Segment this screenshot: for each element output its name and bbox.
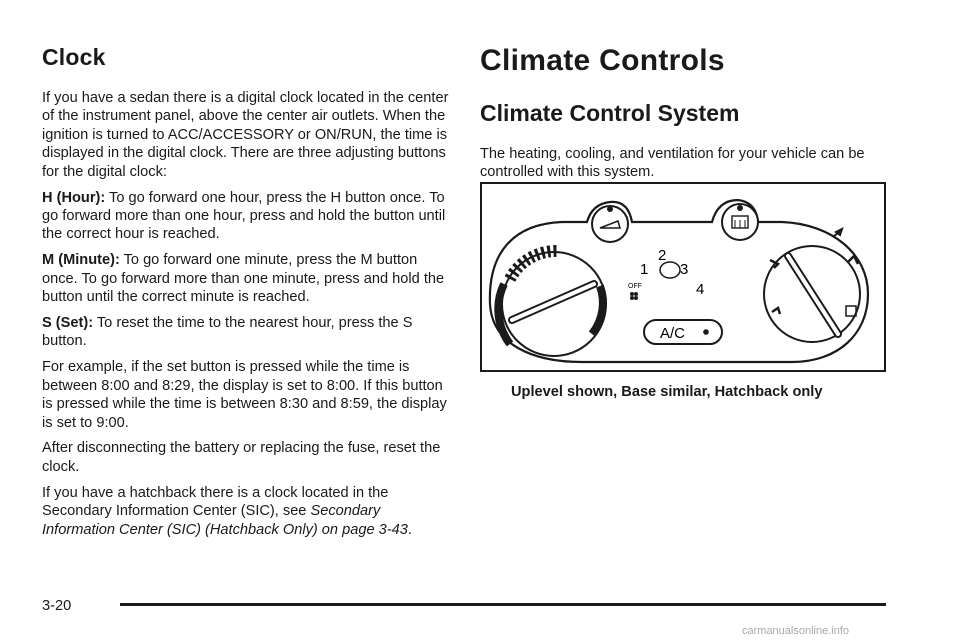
climate-intro: The heating, cooling, and ventilation for your vehicle can be controlled with this system. [480, 146, 865, 181]
climate-panel-illustration [482, 184, 884, 370]
ac-button-label: A/C [660, 325, 686, 342]
set-text: To reset the time to the nearest hour, press the S button. [42, 314, 413, 350]
fan-speed-knob [660, 262, 680, 278]
fan-speed-4-label: 4 [696, 281, 705, 298]
clock-intro: If you have a sedan there is a digital clock located in the center of the instrument panel, above the center air outlets. When the ignition is turned to ACC/ACCESSORY or ON/RUN, the time is displayed in the digital clock. There are three adjusting buttons for the digital clock: [42, 90, 449, 180]
watermark: carmanualsonline.info [742, 625, 850, 637]
set-term: S (Set): [42, 314, 94, 331]
recirculation-indicator [607, 206, 613, 212]
clock-heading: Clock [42, 44, 106, 70]
minute-text: To go forward one minute, press the M button once. To go forward more than one minute, press and hold the button until the correct minute is reached. [42, 252, 445, 306]
rear-defrost-button[interactable] [722, 204, 758, 240]
sic-cross-reference-link[interactable]: Secondary Information Center (SIC) (Hatchback Only) on page 3-43 [42, 503, 408, 538]
hour-text: To go forward one hour, press the H button once. To go forward more than one hour, press and hold the button until the correct hour is reached. [42, 189, 446, 243]
recirculation-button[interactable] [592, 206, 628, 242]
hour-paragraph [42, 189, 452, 244]
vent-mode-icon [834, 229, 842, 236]
battery-paragraph: After disconnecting the battery or replacing the fuse, reset the clock. [42, 440, 441, 475]
climate-control-system-heading: Climate Control System [480, 100, 740, 126]
hatchback-suffix: . [407, 521, 412, 538]
hour-term: H (Hour): [42, 189, 106, 206]
fan-icon [630, 292, 638, 300]
rear-defrost-indicator [737, 205, 743, 211]
hatchback-paragraph [42, 484, 452, 539]
minute-term: M (Minute): [42, 252, 120, 269]
fan-speed-selector[interactable] [628, 247, 704, 300]
ac-button[interactable] [644, 320, 722, 344]
set-paragraph [42, 314, 452, 351]
temperature-knob[interactable] [498, 251, 606, 356]
example-paragraph: For example, if the set button is pressed while the time is between 8:00 and 8:29, the display is set to 8:00. If this button is pressed while the time is between 8:30 and 8:59, the display is set to 9:00. [42, 359, 447, 431]
temperature-scale-red [498, 284, 510, 344]
climate-panel-figure [480, 182, 886, 372]
minute-paragraph [42, 251, 452, 306]
figure-caption: Uplevel shown, Base similar, Hatchback only [511, 384, 823, 400]
page-number: 3-20 [42, 598, 72, 614]
footer-rule [120, 603, 886, 606]
fan-speed-3-label: 3 [680, 261, 689, 278]
ac-indicator [703, 329, 709, 335]
temperature-scale-hot [592, 286, 603, 334]
clock-section [42, 44, 452, 546]
fan-speed-1-label: 1 [640, 261, 649, 278]
fan-speed-2-label: 2 [658, 247, 667, 264]
climate-controls-heading: Climate Controls [480, 44, 725, 77]
defog-mode-icon [772, 308, 780, 314]
climate-section [480, 44, 890, 189]
fan-off-label: OFF [628, 283, 642, 290]
hatchback-prefix: If you have a hatchback there is a clock located in the Secondary Information Center (SIC), see [42, 484, 389, 520]
